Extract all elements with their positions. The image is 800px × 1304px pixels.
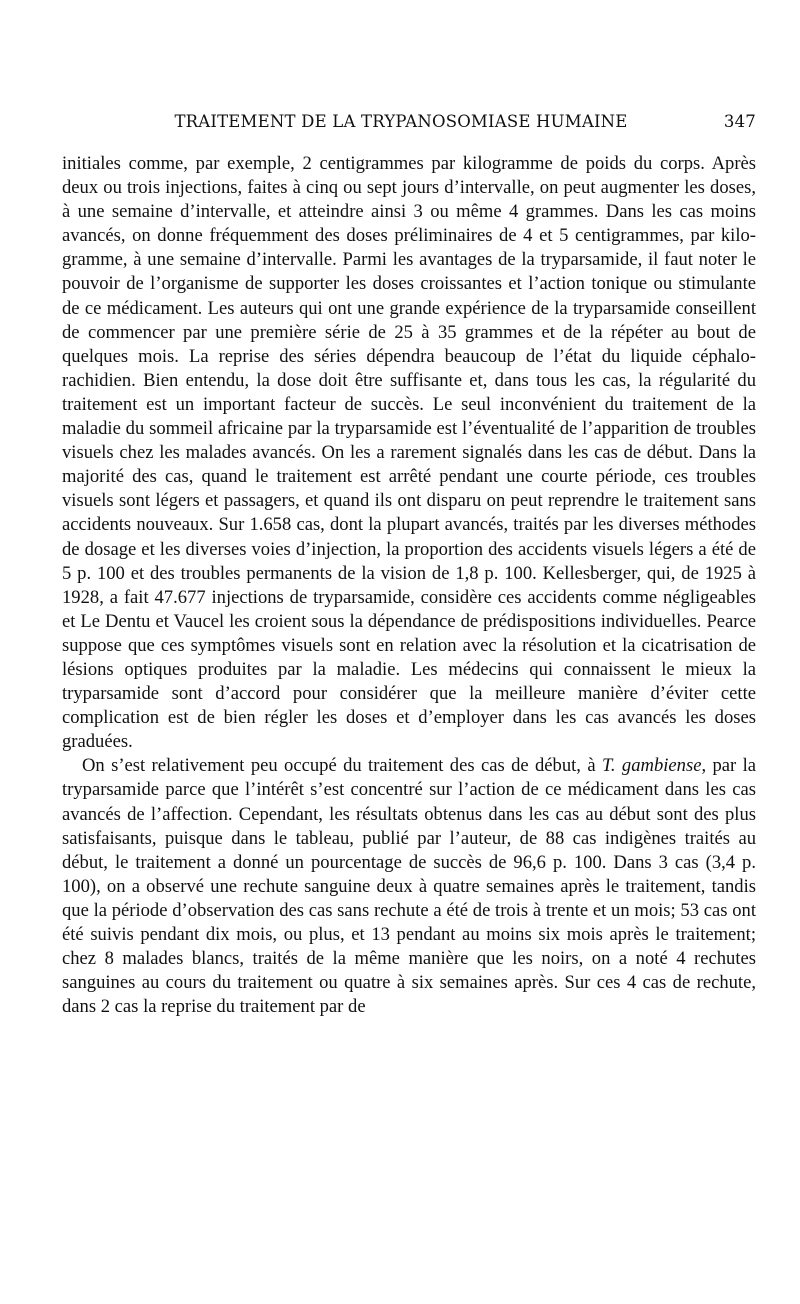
document-page bbox=[62, 112, 756, 1019]
paragraph-2-rest: , par la tryparsamide parce que l’intérêt s’est concentré sur l’action de ce médicament dans les cas avancés de l’affection. Cependant, les résultats obtenus dans les cas au début sont des plus satisfaisants, puisque dans le tableau, publié par l’auteur, de 88 cas indigènes traités au début, le traitement a donné un pourcentage de succès de 96,6 p. 100. Dans 3 cas (3,4 p. 100), on a observé une rechute sanguine deux à quatre semaines après le traitement, tandis que la période d’observation des cas sans rechute a été de trois à trente et un mois; 53 cas ont été suivis pendant dix mois, ou plus, et 13 pendant au moins six mois après le traitement; chez 8 malades blancs, traités de la même manière que les noirs, on a noté 4 rechutes sanguines au cours du traitement ou quatre à six semaines après. Sur ces 4 cas de rechute, dans 2 cas la reprise du traitement par de bbox=[62, 755, 757, 1018]
body-text bbox=[62, 152, 756, 1019]
paragraph-1: initiales comme, par exemple, 2 centigrammes par kilogramme de poids du corps. Après deux ou trois injections, faites à cinq ou sept jours d’intervalle, on peut augmenter les doses, à une semaine d’intervalle, et atteindre ainsi 3 ou même 4 grammes. Dans les cas moins avancés, on donne fréquemment des doses préliminaires de 4 et 5 centigrammes, par kilogramme, à une semaine d’intervalle. Parmi les avantages de la tryparsamide, il faut noter le pouvoir de l’organisme de supporter les doses croissantes et l’action tonique ou stimulante de ce médicament. Les auteurs qui ont une grande expérience de la tryparsamide conseillent de commencer par une première série de 25 à 35 grammes et de la répéter au bout de quelques mois. La reprise des séries dépendra beaucoup de l’état du liquide céphalo-rachidien. Bien entendu, la dose doit être suffisante et, dans tous les cas, la régularité du traitement est un important facteur de succès. Le seul inconvénient du traitement de la maladie du sommeil africaine par la tryparsamide est l’éventualité de l’apparition de troubles visuels chez les malades avancés. On les a rarement signalés dans les cas de début. Dans la majorité des cas, quand le traitement est arrêté pendant une courte période, ces troubles visuels sont légers et passagers, et quand ils ont disparu on peut reprendre le traitement sans accidents nouveaux. Sur 1.658 cas, dont la plupart avancés, traités par les diverses méthodes de dosage et les diverses voies d’injection, la proportion des accidents visuels légers a été de 5 p. 100 et des troubles permanents de la vision de 1,8 p. 100. Kellesberger, qui, de 1925 à 1928, a fait 47.677 injections de tryparsamide, considère ces accidents comme négligeables et Le Dentu et Vaucel les croient sous la dépendance de prédispositions individuelles. Pearce suppose que ces symptômes visuels sont en relation avec la résolution et la cicatrisation de lésions optiques produites par la maladie. Les médecins qui connaissent le mieux la tryparsamide sont d’accord pour considérer que la meilleure manière d’éviter cette complication est de bien régler les doses et d’employer dans les cas avancés les doses graduées. bbox=[62, 153, 756, 753]
paragraph-2 bbox=[62, 754, 756, 1019]
running-title: TRAITEMENT DE LA TRYPANOSOMIASE HUMAINE bbox=[174, 112, 628, 131]
running-header bbox=[62, 112, 756, 152]
page-number: 347 bbox=[723, 112, 756, 131]
species-name-italic: T. gambiense bbox=[601, 755, 702, 777]
paragraph-2-start: On s’est relativement peu occupé du traitement des cas de début, à bbox=[82, 755, 602, 777]
